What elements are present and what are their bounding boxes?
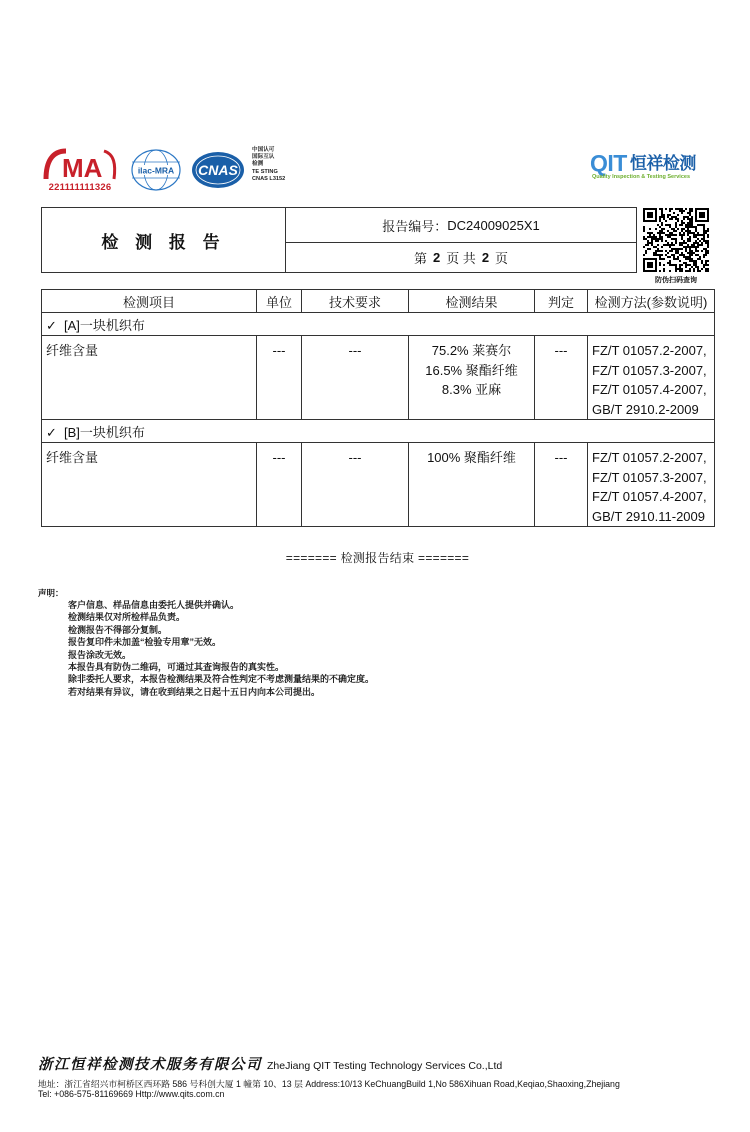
check-icon: ✓ <box>46 317 57 333</box>
cnas-text: CNAS <box>198 162 238 178</box>
unit-cell: --- <box>257 336 302 420</box>
column-header-result: 检测结果 <box>409 290 535 313</box>
statement-item: 检测结果仅对所检样品负责。 <box>68 612 186 623</box>
method-line: GB/T 2910.2-2009 <box>592 401 699 417</box>
judgement-cell: --- <box>535 336 588 420</box>
method-line: FZ/T 01057.4-2007, <box>592 489 707 504</box>
statement-heading: 声明： <box>38 588 64 598</box>
qit-mark <box>590 150 696 177</box>
column-header-judgement: 判定 <box>535 290 588 313</box>
cnas-logo <box>190 150 246 190</box>
method-line: FZ/T 01057.2-2007, <box>592 343 707 358</box>
page-suffix: 页 <box>495 251 509 266</box>
result-line: 16.5% 聚酯纤维 <box>425 362 518 378</box>
result-line: 8.3% 亚麻 <box>441 382 502 397</box>
footer-company-cn: 浙江恒祥检测技术服务有限公司 <box>38 1056 262 1073</box>
judgement-cell: --- <box>535 443 588 527</box>
qr-code-icon[interactable] <box>643 208 709 272</box>
cnas-info-line: 中国认可 <box>252 147 275 153</box>
cnas-info-line: CNAS L3152 <box>252 175 286 182</box>
sample-label: [B]一块机织布 <box>64 424 145 440</box>
footer-address: 地址：浙江省绍兴市柯桥区西环路 586 号科创大厦 1 幢第 10、13 层 Address:10/13 KeChuangBuild 1,No 586Xihuan Road,Keqiao,Shaoxing,Zhejiang <box>38 1079 620 1089</box>
result-cell <box>409 336 535 420</box>
report-title: 检 测 报 告 <box>42 208 286 272</box>
method-cell <box>588 336 715 420</box>
statement-item: 除非委托人要求，本报告检测结果及符合性判定不考虑测量结果的不确定度。 <box>68 674 375 685</box>
qit-cn-text: 恒祥检测 <box>629 154 696 173</box>
result-line: 100% 聚酯纤维 <box>427 450 516 465</box>
result-line: 75.2% 莱赛尔 <box>431 343 512 358</box>
table-header-row <box>42 290 715 313</box>
cnas-info-line: TE STING <box>252 168 278 175</box>
cnas-info-line: 国际互认 <box>252 154 275 161</box>
results-table <box>41 289 715 527</box>
table-row <box>42 336 715 420</box>
test-item: 纤维含量 <box>42 336 257 420</box>
sample-label: [A]一块机织布 <box>64 317 145 333</box>
cnas-info <box>252 147 285 183</box>
ilac-text: ilac-MRA <box>137 165 175 176</box>
statement-item: 检测报告不得部分复制。 <box>68 624 168 635</box>
footer-contact: Tel: +086-575-81169669 Http://www.qits.com.cn <box>38 1089 225 1099</box>
method-line: GB/T 2910.11-2009 <box>592 508 705 524</box>
qit-mark-text: QIT <box>590 150 627 176</box>
report-end-line: ======= 检测报告结束 ======= <box>285 551 470 565</box>
page-current: 2 <box>432 250 441 265</box>
column-header-unit: 单位 <box>257 290 302 313</box>
footer-company <box>38 1053 502 1074</box>
requirement-cell: --- <box>302 336 409 420</box>
sample-group-label <box>42 313 715 336</box>
statement-item: 若对结果有异议，请在收到结果之日起十五日内向本公司提出。 <box>68 686 321 697</box>
page-prefix: 第 <box>413 251 427 266</box>
method-line: FZ/T 01057.2-2007, <box>592 450 707 465</box>
report-number-label: 报告编号： <box>382 218 448 234</box>
sample-group-row <box>42 313 715 336</box>
column-header-method: 检测方法(参数说明) <box>588 290 715 313</box>
sample-group-row <box>42 420 715 443</box>
unit-cell: --- <box>257 443 302 527</box>
method-line: FZ/T 01057.3-2007, <box>592 362 707 378</box>
qit-logo <box>590 150 710 186</box>
report-number-value: DC24009025X1 <box>447 217 540 233</box>
ilac-mra-logo <box>130 148 182 192</box>
report-header <box>41 207 637 273</box>
sample-group-label <box>42 420 715 443</box>
check-icon: ✓ <box>46 424 57 440</box>
qit-tagline: Quality Inspection & Testing Services <box>592 174 691 180</box>
result-cell <box>409 443 535 527</box>
cnas-info-line: 检测 <box>252 161 264 168</box>
method-line: FZ/T 01057.3-2007, <box>592 469 707 485</box>
column-header-item: 检测项目 <box>42 290 257 313</box>
table-row <box>42 443 715 527</box>
cnas-mark-icon <box>190 150 246 190</box>
statement-item: 客户信息、样品信息由委托人提供并确认。 <box>68 600 240 610</box>
cma-logo <box>40 146 120 198</box>
page-middle: 页 共 <box>446 251 476 266</box>
report-number <box>286 208 636 243</box>
requirement-cell: --- <box>302 443 409 527</box>
cma-mark-icon <box>40 146 120 182</box>
method-cell <box>588 443 715 527</box>
test-item: 纤维含量 <box>42 443 257 527</box>
statement-item: 本报告具有防伪二维码，可通过其查询报告的真实性。 <box>68 662 285 673</box>
cma-mark-text: MA <box>62 153 103 182</box>
method-line: FZ/T 01057.4-2007, <box>592 382 707 397</box>
ilac-globe-icon <box>130 148 182 192</box>
footer-company-en: ZheJiang QIT Testing Technology Services Co.,Ltd <box>267 1060 503 1072</box>
column-header-requirement: 技术要求 <box>302 290 409 313</box>
page-indicator <box>286 243 636 272</box>
statement-item: 报告涂改无效。 <box>68 649 132 660</box>
page-total: 2 <box>481 250 490 265</box>
statement-list <box>68 599 374 698</box>
statement-item: 报告复印件未加盖“检验专用章”无效。 <box>68 637 222 648</box>
cma-number: 221111111326 <box>48 182 112 193</box>
qr-label: 防伪扫码查询 <box>655 277 697 284</box>
